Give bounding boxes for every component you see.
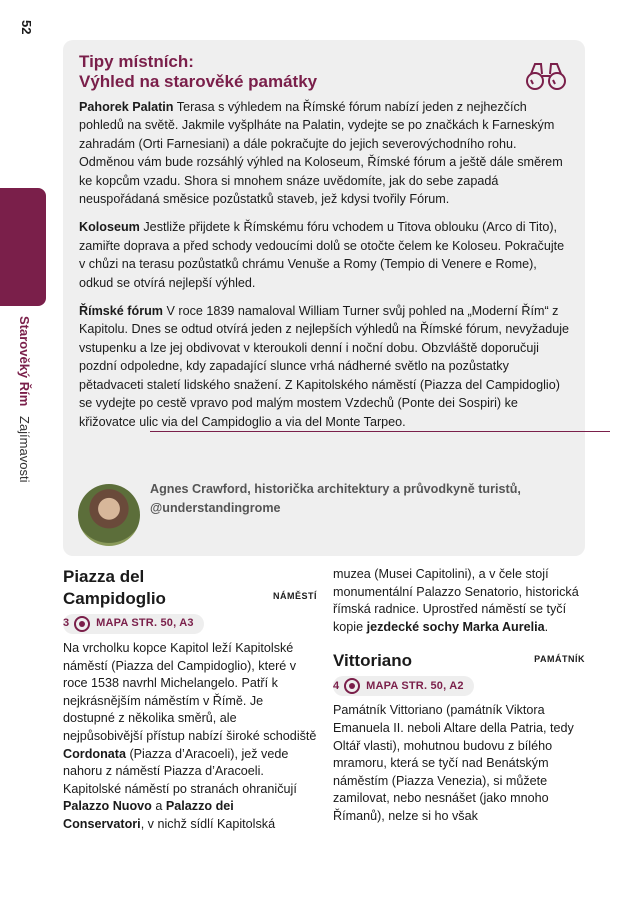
- body-text: , v nichž sídlí Kapitolská: [140, 816, 276, 831]
- map-reference-campidoglio[interactable]: [63, 614, 204, 634]
- highlight-palazzo-nuovo: Palazzo Nuovo: [63, 799, 152, 814]
- binoculars-icon: [525, 60, 567, 92]
- body-text: Na vrcholku kopce Kapitol leží Kapitolské náměstí (Piazza del Campidoglio), které v roce 1538 navrhl Michelangelo. Patří k nejkrásnějším náměstím v Římě. Je dostupné z několika směrů, ale nejpůsobivější přístup nabízí široké schodiště: [63, 641, 317, 743]
- tip-paragraph-palatin: [79, 98, 571, 208]
- section-title: Starověký Řím: [17, 316, 32, 407]
- body-text: (Piazza d’Aracoeli), jež vede nahoru z náměstí Piazza d’Aracoeli. Kapitolské náměstí po stranách ohraničují: [63, 746, 297, 796]
- section-label: [14, 316, 34, 482]
- column-right: [333, 566, 585, 826]
- tip-paragraph-forum: [79, 302, 571, 431]
- body-text: .: [544, 619, 549, 634]
- author-name: Agnes Crawford, historička architektury a průvodkyně turistů,: [150, 482, 521, 496]
- tip-paragraph-koloseum: [79, 218, 571, 292]
- tip-lead-forum: Římské fórum: [79, 304, 163, 319]
- page-number: 52: [19, 20, 34, 35]
- tip-text-forum: V roce 1839 namaloval William Turner svůj pohled na „Moderní Řím“ z Kapitolu. Dnes se odtud otvírá jeden z nejlepších výhledů na Římské fórum, nevyžaduje vstupenku a lze jej obdivovat v kteroukoli denní i noční dobu. Obzvláště doporučuji pozdní odpoledne, kdy zapadající slunce vrhá nádherné světlo na pozůstatky pětadvaceti staletí lidského snažení. Z Kapitolského náměstí (Piazza del Campidoglio) se vydejte po cestě vpravo pod malým mostem Vzdechů (Ponte dei Sospiri) ke křižovatce ulic via del Campidoglio a via del Monte Tarpeo.: [79, 304, 570, 429]
- sight-kind: NÁMĚSTÍ: [273, 591, 317, 602]
- sight-number: 4: [333, 679, 340, 692]
- eye-icon: [74, 616, 90, 632]
- map-ref-label: MAPA STR. 50, A2: [366, 679, 464, 692]
- highlight-palazzo-conservatori: Palazzo dei Conservatori: [63, 799, 234, 831]
- sight-header-campidoglio: [63, 566, 317, 610]
- column-left: [63, 566, 317, 834]
- sight-title-line2: Campidoglio: [63, 589, 166, 608]
- author-avatar: [78, 484, 140, 546]
- body-text: muzea (Musei Capitolini), a v čele stojí monumentální Palazzo Senatorio, historická římská radnice. Uprostřed náměstí se tyčí kopie: [333, 567, 579, 634]
- tip-lead-palatin: Pahorek Palatin: [79, 100, 174, 114]
- highlight-marcus-aurelius: jezdecké sochy Marka Aurelia: [366, 619, 545, 634]
- sight-title-line1: Piazza del: [63, 567, 145, 586]
- local-tips-box: [63, 40, 585, 556]
- campidoglio-continuation: [333, 566, 585, 636]
- tip-divider: [150, 431, 610, 432]
- tip-text-koloseum: Jestliže přijdete k Římskému fóru vchodem u Titova oblouku (Arco di Tito), zamiřte doprava a před schody vedoucími dolů se otočte čelem ke Koloseu. Pokračujte v chůzi na terasu pozůstatků chrámu Venuše a Romy (Tempio di Venere e Rome), odkud se otvírá nejlepší výhled.: [79, 220, 565, 290]
- section-color-block: [0, 188, 46, 306]
- sight-number: 3: [63, 617, 70, 630]
- author-credit: [150, 480, 550, 518]
- sight-header-vittoriano: [333, 650, 585, 672]
- map-ref-label: MAPA STR. 50, A3: [96, 617, 194, 630]
- tip-title-line2: Výhled na starověké památky: [79, 72, 318, 91]
- sight-body-vittoriano: Památník Vittoriano (památník Viktora Emanuela II. neboli Altare della Patria, tedy Oltář vlasti), mohutnou budovu z bílého mramoru, která se tyčí nad Benátským náměstím (Piazza Venezia), si můžete zamilovat, nebo nesnášet (jako mnoho Římanů), nelze si ho však: [333, 703, 574, 823]
- eye-icon: [344, 678, 360, 694]
- tip-title-line1: Tipy místních:: [79, 52, 194, 71]
- map-reference-vittoriano[interactable]: [333, 676, 474, 696]
- body-text: a: [151, 799, 166, 814]
- sight-body-campidoglio: [63, 640, 317, 834]
- sight-title: Vittoriano: [333, 651, 413, 671]
- sight-kind: PAMÁTNÍK: [534, 653, 585, 664]
- tip-text-palatin: Terasa s výhledem na Římské fórum nabízí jeden z nejhezčích pohledů na světě. Jakmile vyšplháte na Palatin, vydejte se po značkách k Farneským zahradám (Orti Farnesiani) a dále pokračujte do jejich severovýchodního rohu. Odměnou vám bude rozsáhlý výhled na Koloseum, Římské fórum a ještě dále směrem ke kopcům vzadu. Shora si mnohem snáze uvědomíte, jak do sebe zapadá neuspořádaná směsice pozůstatků staveb, jež kdysi tvořily Fórum.: [79, 100, 563, 207]
- tip-lead-koloseum: Koloseum: [79, 220, 140, 235]
- highlight-cordonata: Cordonata: [63, 746, 126, 761]
- side-rail: [0, 0, 46, 902]
- section-subtitle: Zajímavosti: [17, 415, 32, 483]
- author-handle: @understandingrome: [150, 501, 281, 515]
